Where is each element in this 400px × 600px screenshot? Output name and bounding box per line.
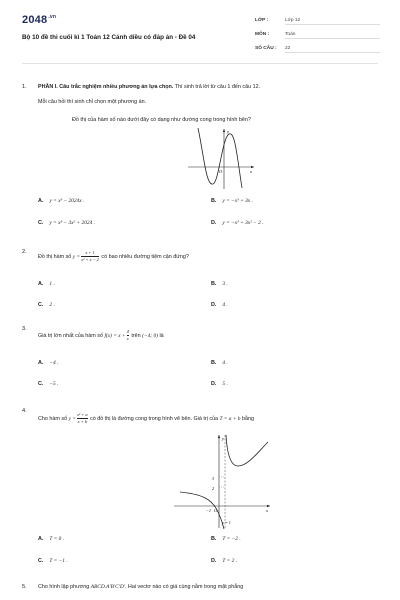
fraction-numerator: 4 xyxy=(126,329,129,334)
graph-asymptote-label: y = 1 xyxy=(222,520,231,525)
graph-cubic xyxy=(186,126,256,190)
option-b[interactable] xyxy=(211,198,253,204)
option-text: 1 . xyxy=(49,281,55,287)
math-expression: ABCD.A′B′C′D′ xyxy=(90,584,125,590)
meta-row-subject xyxy=(255,32,380,39)
option-text: y = x³ − 3x² + 2024 . xyxy=(49,220,95,226)
math-lhs: y = xyxy=(72,253,81,260)
option-text: y = −x³ + 3x . xyxy=(222,198,253,204)
option-label: C. xyxy=(38,381,44,387)
question-text: trên xyxy=(131,332,141,339)
option-text: −4 . xyxy=(49,360,59,366)
option-text: y = x³ − 2024x . xyxy=(49,198,85,204)
option-a[interactable] xyxy=(38,536,64,542)
question-2-stem xyxy=(38,250,189,263)
fraction xyxy=(77,412,88,425)
option-b[interactable] xyxy=(211,281,228,287)
graph-y-label: y xyxy=(222,436,224,441)
math-expression: T = a + b xyxy=(219,415,241,422)
meta-key: SỐ CÂU : xyxy=(255,46,277,51)
header-divider xyxy=(22,63,378,64)
option-label: A. xyxy=(38,198,44,204)
question-text: bằng xyxy=(241,415,254,422)
logo-suffix: .vn xyxy=(48,14,57,21)
graph-origin-label: O xyxy=(219,169,223,174)
question-number: 3. xyxy=(22,326,27,332)
graph-tick-label: 3 xyxy=(212,476,215,481)
option-text: T = −2 . xyxy=(222,536,241,542)
option-text: 4 . xyxy=(222,360,228,366)
question-text: . Hai vectơ nào có giá cùng nằm trong mặt phẳng xyxy=(124,584,244,590)
option-c[interactable] xyxy=(38,381,58,387)
question-text: Cho hình lập phương xyxy=(38,584,90,590)
option-label: C. xyxy=(38,220,44,226)
question-number: 2. xyxy=(22,249,27,255)
site-logo[interactable] xyxy=(22,14,56,26)
fraction xyxy=(81,250,99,263)
option-d[interactable] xyxy=(211,220,264,226)
meta-key: LỚP : xyxy=(255,18,269,23)
option-b[interactable] xyxy=(211,360,228,366)
option-text: y = −x³ + 3x² − 2 . xyxy=(222,220,264,226)
option-d[interactable] xyxy=(211,302,228,308)
option-label: D. xyxy=(211,381,217,387)
option-a[interactable] xyxy=(38,360,58,366)
option-label: C. xyxy=(38,558,44,564)
question-text: là xyxy=(159,332,164,339)
option-label: B. xyxy=(211,536,217,542)
meta-key: MÔN : xyxy=(255,32,270,37)
graph-origin-label: O xyxy=(214,508,218,513)
option-text: 3 . xyxy=(222,281,228,287)
option-c[interactable] xyxy=(38,220,95,226)
part-instruction: Thí sinh trả lời từ câu 1 đến câu 12. xyxy=(173,84,261,90)
question-text: Đồ thị hàm số xyxy=(38,253,72,260)
option-text: T = 2 . xyxy=(222,558,238,564)
option-label: B. xyxy=(211,281,217,287)
question-text: có đồ thị là đường cong trong hình vẽ bên. Giá trị của xyxy=(90,415,219,422)
option-text: 2 . xyxy=(49,302,55,308)
option-label: B. xyxy=(211,198,217,204)
option-b[interactable] xyxy=(211,536,241,542)
meta-value: 22 xyxy=(285,46,380,53)
graph-y-label: y xyxy=(227,129,229,134)
option-c[interactable] xyxy=(38,302,55,308)
math-interval: (−4; 0) xyxy=(142,332,158,339)
question-5-stem xyxy=(38,584,243,590)
option-text: −5 . xyxy=(49,381,59,387)
question-text: Giá trị lớn nhất của hàm số xyxy=(38,332,103,339)
option-c[interactable] xyxy=(38,558,68,564)
question-number: 4. xyxy=(22,408,27,414)
question-number: 5. xyxy=(22,584,27,590)
math-lhs: y = xyxy=(68,415,76,422)
option-text: 5 . xyxy=(222,381,228,387)
option-text: T = −1 . xyxy=(49,558,68,564)
page-title: Bộ 10 đề thi cuối kì 1 Toán 12 Cánh diều có đáp án - Đề 04 xyxy=(22,34,196,41)
graph-x-label: x xyxy=(250,169,252,174)
question-4-stem xyxy=(38,412,254,425)
option-label: D. xyxy=(211,220,217,226)
graph-rational xyxy=(172,432,272,530)
question-text: Cho hàm số xyxy=(38,415,68,422)
part-title: PHẦN I. Câu trắc nghiệm nhiều phương án lựa chọn. xyxy=(38,84,174,90)
math-expression: f(x) = x + xyxy=(104,332,126,339)
option-label: A. xyxy=(38,360,44,366)
option-a[interactable] xyxy=(38,198,84,204)
graph-tick-label: −1 xyxy=(206,508,211,513)
question-1-line3: Đồ thị của hàm số nào dưới đây có dạng như đường cong trong hình bên? xyxy=(72,117,251,123)
graph-tick-label: 2 xyxy=(212,486,215,491)
fraction-denominator: x xyxy=(126,336,129,341)
option-d[interactable] xyxy=(211,381,228,387)
option-label: C. xyxy=(38,302,44,308)
question-1-line2: Mỗi câu hỏi thí sinh chỉ chọn một phương án. xyxy=(38,99,147,105)
fraction-denominator: x² + x − 2 xyxy=(81,257,99,262)
option-label: D. xyxy=(211,302,217,308)
option-text: 4 . xyxy=(222,302,228,308)
option-label: A. xyxy=(38,536,44,542)
meta-row-count xyxy=(255,46,380,53)
option-d[interactable] xyxy=(211,558,237,564)
question-text: có bao nhiêu đường tiệm cận đứng? xyxy=(101,253,189,260)
question-1-line1 xyxy=(38,84,260,90)
option-a[interactable] xyxy=(38,281,55,287)
option-text: T = 0 . xyxy=(49,536,65,542)
fraction-numerator: x² + a xyxy=(76,412,88,417)
logo-text: 2048 xyxy=(22,14,48,26)
fraction xyxy=(127,329,129,342)
question-3-stem xyxy=(38,329,164,342)
fraction-numerator: x + 1 xyxy=(81,250,99,257)
graph-x-label: x xyxy=(266,508,268,513)
option-label: B. xyxy=(211,360,217,366)
meta-value: Lớp 12 xyxy=(285,18,380,25)
meta-value: Toán xyxy=(285,32,380,39)
meta-row-class xyxy=(255,18,380,25)
question-number: 1. xyxy=(22,84,27,90)
option-label: D. xyxy=(211,558,217,564)
option-label: A. xyxy=(38,281,44,287)
fraction-denominator: x + b xyxy=(77,419,87,424)
